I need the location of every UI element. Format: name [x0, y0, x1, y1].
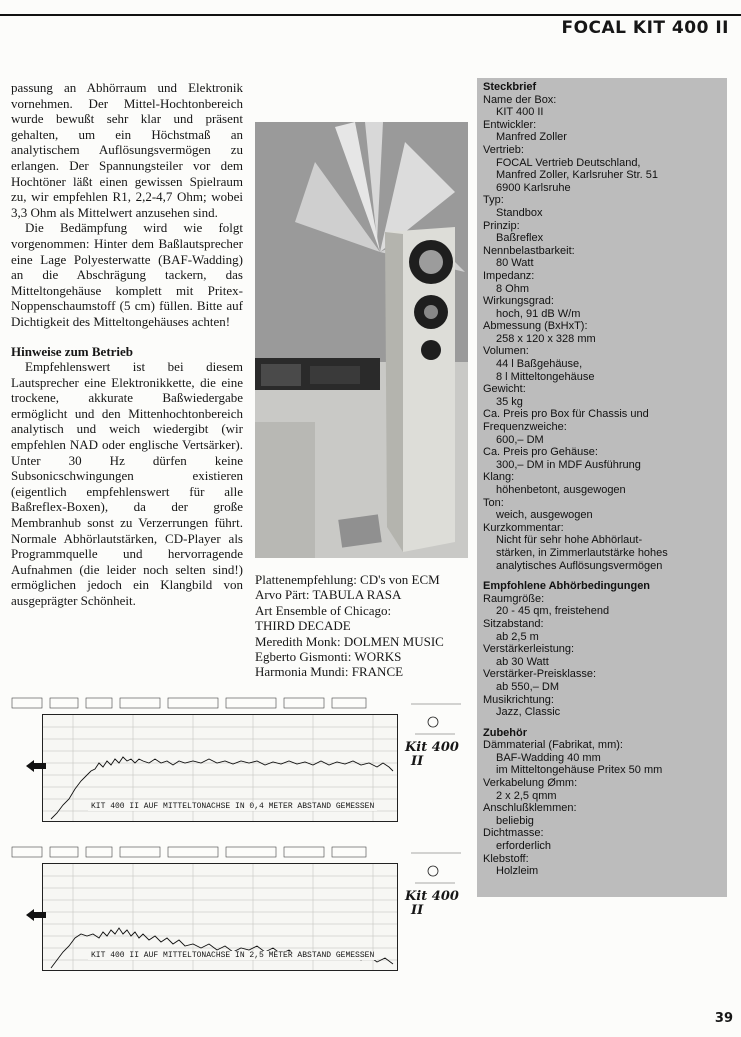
record-line: Art Ensemble of Chicago: [255, 602, 392, 618]
fact-value: beliebig [496, 814, 534, 827]
recorder-control-strip [10, 845, 400, 861]
fact-value: 20 - 45 qm, freistehend [496, 605, 610, 618]
graph-caption: KIT 400 II AUF MITTELTONACHSE IN 0,4 METER ABSTAND GEMESSEN [88, 802, 377, 811]
article-column [11, 80, 243, 609]
record-line: Egberto Gismonti: WORKS [255, 649, 402, 665]
frequency-response-graph-2 [10, 845, 400, 979]
fact-label: Dichtmasse: [483, 827, 544, 840]
fact-value: BAF-Wadding 40 mm [496, 751, 601, 764]
graph-caption: KIT 400 II AUF MITTELTONACHSE IN 2,5 METER ABSTAND GEMESSEN [88, 951, 377, 960]
fact-value: Jazz, Classic [496, 706, 561, 719]
fact-value: Manfred Zoller, Karlsruher Str. 51 [496, 169, 659, 182]
spacer [483, 719, 727, 727]
fact-value: 2 x 2,5 qmm [496, 789, 557, 802]
record-recommendations [255, 572, 470, 680]
fact-value: 8 Ohm [496, 282, 530, 295]
fact-value: weich, ausgewogen [496, 509, 593, 522]
fact-label: Wirkungsgrad: [483, 295, 554, 308]
section-heading: Hinweise zum Betrieb [11, 343, 134, 359]
fact-label: Nennbelastbarkeit: [483, 244, 575, 257]
factbox-title: Steckbrief [483, 81, 537, 93]
fact-label: Frequenzweiche: [483, 421, 567, 434]
fact-value: 258 x 120 x 328 mm [496, 332, 596, 345]
handwritten-note: Kit 400 [405, 889, 459, 904]
arrow-left-icon [26, 760, 46, 772]
fact-label: Abmessung (BxHxT): [483, 320, 588, 333]
fact-label: Ca. Preis pro Box für Chassis und [483, 408, 649, 421]
fact-value: FOCAL Vertrieb Deutschland, [496, 156, 641, 169]
fact-value: Manfred Zoller [496, 131, 567, 144]
magazine-section-title: FOCAL KIT 400 II [561, 18, 729, 38]
recorder-control-strip [10, 696, 400, 712]
fact-label: Volumen: [483, 345, 529, 358]
fact-label: Entwickler: [483, 118, 537, 131]
record-line: Arvo Pärt: TABULA RASA [255, 587, 402, 603]
fact-label: Name der Box: [483, 93, 557, 106]
fact-value: Nicht für sehr hohe Abhörlaut- [496, 534, 643, 547]
fact-value: im Mitteltongehäuse Pritex 50 mm [496, 764, 663, 777]
factbox-section-title: Empfohlene Abhörbedingungen [483, 580, 651, 593]
fact-value: KIT 400 II [496, 106, 544, 119]
fact-label: Verkabelung Ømm: [483, 777, 578, 790]
fact-label: Impedanz: [483, 269, 535, 282]
record-line: Meredith Monk: DOLMEN MUSIC [255, 633, 444, 649]
fact-label: Musikrichtung: [483, 693, 554, 706]
fact-value: Baßreflex [496, 232, 544, 245]
fact-value: stärken, in Zimmerlautstärke hohes [496, 546, 668, 559]
record-line: Plattenempfehlung: CD's von ECM [255, 572, 440, 587]
header-rule [0, 14, 741, 16]
fact-label: Ton: [483, 496, 504, 509]
fact-value: 44 l Baßgehäuse, [496, 358, 583, 371]
fact-value: 600,– DM [496, 433, 544, 446]
fact-value: ab 30 Watt [496, 655, 549, 668]
fact-label: Prinzip: [483, 219, 520, 232]
fact-value: 80 Watt [496, 257, 534, 270]
fact-value: 6900 Karlsruhe [496, 181, 571, 194]
fact-label: Typ: [483, 194, 504, 207]
handwritten-note: Kit 400 [405, 740, 459, 755]
graph-side-notes-2 [405, 845, 471, 981]
fact-label: Klang: [483, 471, 515, 484]
arrow-left-icon [26, 909, 46, 921]
fact-value: höhenbetont, ausgewogen [496, 484, 626, 496]
fact-value: 35 kg [496, 395, 523, 408]
fact-label: Raumgröße: [483, 592, 545, 605]
article-paragraph-2: Die Bedämpfung wird wie folgt vorgenommen: Hinter dem Baßlautsprecher eine Lage Polyesterwatte (BAF-Wadding) an die Abschrägung tackern, das Mitteltongehäuse komplett mit Pritex-Noppenschaumstoff (5 cm) füllen. Bitte auf Dichtigkeit des Mitteltongehäuses achten! [11, 220, 243, 329]
recorder-logo-icon [405, 845, 471, 889]
recorder-logo-icon [405, 696, 471, 740]
fact-value: 300,– DM in MDF Ausführung [496, 458, 641, 471]
record-line: THIRD DECADE [255, 618, 351, 634]
fact-label: Ca. Preis pro Gehäuse: [483, 446, 598, 459]
spec-factbox [477, 78, 727, 897]
fact-value: ab 2,5 m [496, 630, 539, 643]
fact-label: Vertrieb: [483, 143, 524, 156]
record-line: Harmonia Mundi: FRANCE [255, 664, 404, 680]
fact-label: Klebstoff: [483, 852, 529, 865]
fact-value: Standbox [496, 206, 543, 219]
page-number: 39 [714, 1011, 733, 1026]
fact-label: Gewicht: [483, 383, 526, 396]
fact-value: hoch, 91 dB W/m [496, 307, 581, 320]
fact-value: erforderlich [496, 840, 552, 853]
article-paragraph-1: passung an Abhörraum und Elektronik vornehmen. Der Mittel-Hochtonbereich wurde bewußt sehr klar und präsent gehalten, um ein Höchstmaß an analytischem Auflösungsvermögen zu erlangen. Der Spannungsteiler vor dem Hochtöner läßt einen gewissen Spielraum zu, wir empfehlen R1, 2,2-4,7 Ohm; wobei 3,3 Ohm als Mittelwert anzusehen sind. [11, 80, 243, 220]
fact-value: 8 l Mitteltongehäuse [496, 370, 595, 383]
frequency-response-graph-1 [10, 696, 400, 830]
fact-label: Verstärkerleistung: [483, 643, 575, 656]
fact-label: Kurzkommentar: [483, 521, 564, 534]
fact-label: Dämmaterial (Fabrikat, mm): [483, 739, 623, 752]
fact-value: analytisches Auflösungsvermögen [496, 559, 663, 572]
fact-label: Verstärker-Preisklasse: [483, 668, 597, 681]
fact-value: Holzleim [496, 865, 539, 878]
fact-label: Sitzabstand: [483, 617, 544, 630]
handwritten-note: II [411, 754, 424, 769]
fact-value: ab 550,– DM [496, 680, 559, 693]
fact-label: Anschlußklemmen: [483, 802, 577, 815]
handwritten-note: II [411, 903, 424, 918]
graph-side-notes-1 [405, 696, 471, 832]
loudspeaker-photo [255, 122, 468, 558]
article-paragraph-3: Empfehlenswert ist bei diesem Lautsprecher eine Elektronikkette, die eine trockene, akkurate Baßwiedergabe ermöglicht und den Mittenhochtonbereich analytisch und weich wiedergibt (wir empfehlen NAD oder englische Vertsärker). Unter 30 Hz dürfen keine Subsonicschwingungen existieren (eigentlich empfehlenswert für alle Baßreflex-Boxen), da der große Membranhub sonst zu Verzerrungen führt. Normale Abhörlautstärken, CD-Player als Programmquelle und hervorragende Aufnahmen (die leider noch selten sind!) ermöglichen jedoch ein Klangbild von ausgeprägter Schönheit. [11, 359, 243, 608]
factbox-section-title: Zubehör [483, 726, 527, 739]
spacer [483, 572, 727, 580]
